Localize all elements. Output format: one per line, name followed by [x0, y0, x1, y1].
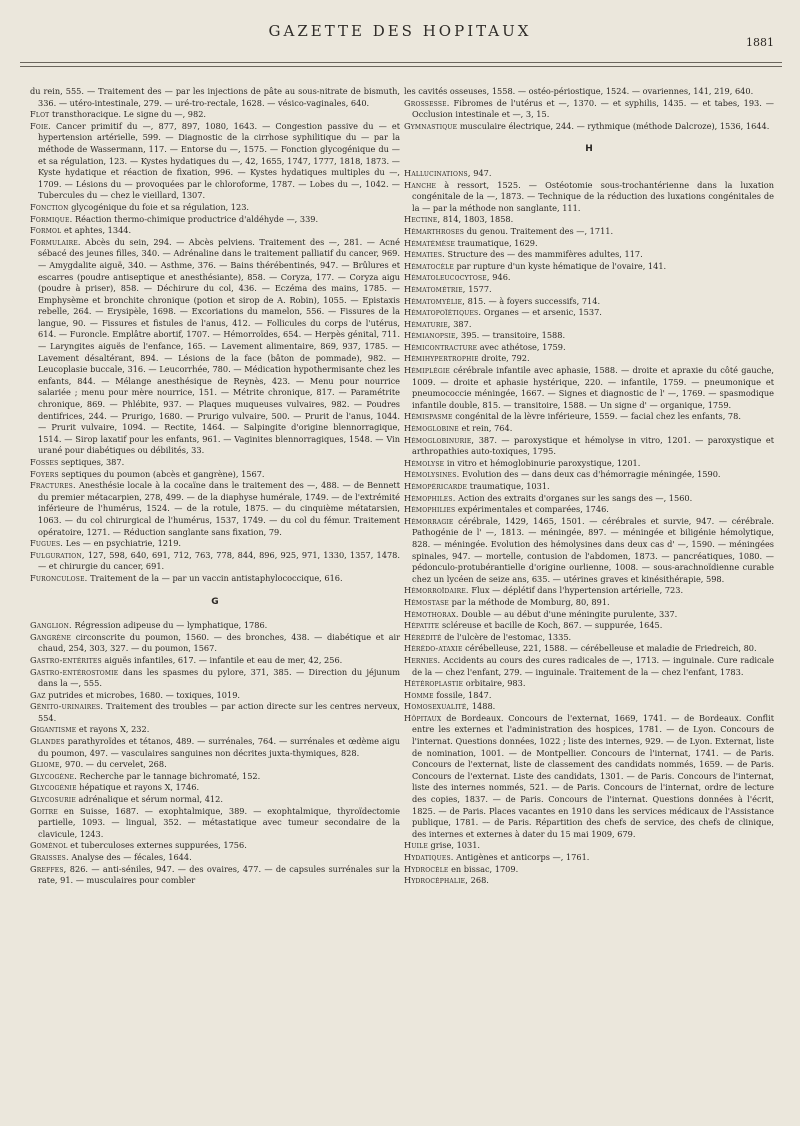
index-entry — [30, 701, 400, 724]
index-group-g — [30, 620, 400, 887]
entry-headword: Huile — [404, 840, 428, 851]
entry-text: in vitro et hémoglobinurie paroxystique, 1201. — [444, 457, 641, 468]
entry-text: 387. — paroxystique et hémolyse in vitro, 1201. — paroxystique et arthropathies auto-toxiques, 1795. — [412, 434, 774, 457]
entry-headword: Goménol — [30, 840, 68, 851]
entry-text: congénital de la lèvre inférieure, 1559. — facial chez les enfants, 78. — [452, 411, 741, 422]
entry-text: droite, 792. — [478, 353, 530, 364]
entry-headword: Hématomyélie, — [404, 295, 466, 306]
entry-text: parathyroïdes et tétanos, 489. — surrénales, 764. — surrénales et œdème aigu du poumon, 497. — vasculaires sanguines non décrites juxta-thymiques, 828. — [38, 736, 400, 758]
entry-headword: Formulaire. — [30, 236, 81, 247]
entry-headword: Hématométrie, — [404, 283, 466, 294]
entry-text: en Suisse, 1687. — exophtalmique, 389. — exophtalmique, thyroïdectomie partielle, 1093. — lingual, 352. — métastatique avec tumeur secondaire de la clavicule, 1243. — [38, 805, 400, 839]
index-entry — [30, 550, 400, 573]
entry-text: de Bordeaux. Concours de l'externat, 1669, 1741. — de Bordeaux. Conflit entre les externes et l'administration des hospices, 1781. — de Lyon. Concours de l'internat. Questions données, 1022 ; liste des internes, 929. — de Lyon. Externat, liste de nomination, 1001. — de Montpellier. Concours de l'internat, 1741. — de Paris. Concours de l'externat, liste de classement des candidats nommés, 1659. — de Paris. Concours de l'externat. Liste des candidats, 1301. — de Paris. Concours de l'internat, liste des internes nommés, 521. — de Paris. Concours de l'internat, ordre de lecture des copies, 1837. — de Paris. Concours de l'internat. Questions données à l'écrit, 1825. — de Paris. Places vacantes en 1910 dans les services médicaux de l'Assistance publique, 1781. — de Paris. Répartition des chefs de service, des chefs de clinique, des internes et externes à dater du 15 mai 1909, 679. — [412, 712, 774, 839]
entry-text: 1577. — [465, 283, 492, 294]
entry-headword: Gastro-entérites — [30, 654, 102, 665]
index-entry — [30, 724, 400, 736]
index-entry — [404, 180, 774, 215]
entry-text: à ressort, 1525. — Ostéotomie sous-trochantérienne dans la luxation congénitale de la —, 1873. — Technique de la réduction des luxations congénitales de la — par la méthode non sanglante, 111. — [412, 179, 774, 213]
entry-text: fossile, 1847. — [433, 689, 492, 700]
index-entry — [30, 573, 400, 585]
entry-headword: Hémispasme — [404, 411, 453, 422]
index-entry — [404, 864, 774, 876]
entry-headword: Hétéroplastie — [404, 678, 464, 689]
entry-text: en bissac, 1709. — [448, 863, 519, 874]
index-entry — [30, 620, 400, 632]
index-entry — [404, 86, 774, 98]
entry-headword: Gastro-entérostomie — [30, 666, 119, 677]
entry-text: traumatique, 1629. — [455, 237, 538, 248]
entry-headword: Fosses — [30, 457, 59, 467]
section-letter-h: H — [585, 144, 593, 155]
index-entry — [404, 701, 774, 713]
entry-headword: Fulguration, — [30, 549, 85, 560]
entry-headword: Formol — [30, 225, 62, 236]
index-entry — [30, 655, 400, 667]
entry-headword: Hématocèle — [404, 260, 454, 271]
index-entry — [404, 353, 774, 365]
index-entry — [30, 121, 400, 202]
entry-headword: Glandes — [30, 736, 65, 747]
entry-text: Abcès du sein, 294. — Abcès pelviens. Traitement des —, 281. — Acné sébacé des jeunes filles, 340. — Adrénaline dans le traitement palliatif du cancer, 969. — Amygdalite aiguë, 340. — Asthme, 376. — Bains thérébentinés, 947. — Brûlures et escarres (poudre antiseptique et anesthésiante), 858. — Coryza, 177. — Coryza aigu (poudre à priser), 858. — Déchirure du col, 436. — Eczéma des mains, 1785. — Emphysème et bronchite chronique (potion et sirop de A. Robin), 1055. — Epistaxis rebelle, 264. — Erysipèle, 1698. — Excoriations du mamelon, 556. — Fissures de la langue, 90. — Fissures et fistules de l'anus, 412. — Follicules du corps de l'utérus, 614. — Furoncle. Emplâtre abortif, 1707. — Hémorroïdes, 654. — Herpès génital, 711. — Laryngites aiguës de l'enfance, 165. — Lavement alimentaire, 869, 937, 1785. — Lavement désaltérant, 894. — Lésions de la face (bâton de pommade), 982. — Leucoplasie buccale, 316. — Leucorrhée, 780. — Médication hypothermisante chez les enfants, 844. — Mélange anesthésique de Reynès, 423. — Menu pour nourrice salariée ; menu pour mère nourrice, 151. — Métrite chronique, 817. — Paramétrite chronique, 869. — Phlébite, 937. — Plaques muqueuses vulvaires, 982. — Poudres dentifrices, 244. — Prurigo, 1680. — Prurigo vulvaire, 500. — Prurit de l'anus, 1044. — Prurit vulvaire, 1094. — Rectite, 1464. — Salpingite d'origine blennorragique, 1514. — Sirop laxatif pour les enfants, 961. — Vaginites blennorragiques, 1548. — Vin urané pour diabétiques ou débilités, 33. — [38, 236, 400, 456]
index-entry — [30, 771, 400, 783]
entry-headword: Hydatiques. — [404, 852, 454, 862]
entry-text: Evolution des — dans deux cas d'hémorragie méningée, 1590. — [459, 469, 721, 480]
entry-headword: Hématémèse — [404, 237, 456, 248]
entry-headword: Graisses. — [30, 852, 69, 862]
index-entry — [30, 237, 400, 457]
entry-headword: Hémophiles. — [404, 492, 456, 503]
index-entry — [30, 782, 400, 794]
entry-text: 815. — à foyers successifs, 714. — [465, 295, 601, 306]
entry-headword: Hémothorax. — [404, 608, 459, 619]
entry-headword: Glycogène. — [30, 770, 77, 781]
entry-text: Les — en psychiatrie, 1219. — [63, 538, 182, 549]
entry-headword: Hôpitaux — [404, 712, 442, 723]
index-entry — [404, 319, 774, 331]
entry-headword: Hémorroïdaire. — [404, 585, 469, 596]
entry-text: du rein, 555. — Traitement des — par les injections de pâte au sous-nitrate de bismuth, 336. — utéro-intestinale, 279. — uré-tro-rectale, 1628. — vésico-vaginales, 640. — [30, 86, 400, 108]
entry-text: et tuberculoses externes suppurées, 1756. — [67, 840, 247, 851]
entry-headword: Hémolyse — [404, 457, 445, 468]
index-entry — [404, 632, 774, 644]
entry-headword: Hémiplégie — [404, 365, 450, 376]
entry-headword: Hémoglobine — [404, 423, 459, 434]
index-entry — [30, 736, 400, 759]
index-entry — [404, 272, 774, 284]
entry-text: septiques du poumon (abcès et gangrène), 1567. — [58, 468, 265, 479]
entry-text: Accidents au cours des cures radicales de —, 1713. — inguinale. Cure radicale de la — chez l'enfant, 279. — inguinale. Traitement de la — chez l'enfant, 1783. — [412, 654, 774, 677]
index-entry — [404, 504, 774, 516]
entry-text: 814, 1803, 1858. — [440, 214, 514, 225]
right-column — [404, 86, 774, 887]
entry-headword: Gymnastique — [404, 120, 458, 131]
page-number: 1881 — [746, 36, 774, 49]
entry-text: et rein, 764. — [458, 423, 513, 434]
entry-headword: Hectine, — [404, 214, 441, 225]
index-entry — [404, 620, 774, 632]
entry-headword: Hérédité — [404, 631, 442, 642]
entry-text: Action des extraits d'organes sur les sangs des —, 1560. — [455, 492, 693, 503]
index-entry — [404, 481, 774, 493]
index-entry — [404, 469, 774, 481]
index-entry — [404, 458, 774, 470]
entry-text: cérébrale infantile avec aphasie, 1588. — droite et apraxie du côté gauche, 1009. — droite et aphasie hystérique, 220. — infantile, 1759. — pneumonique et pneumococcie méningée, 1667. — Signes et diagnostic de l' —, 1769. — spasmodique infantile double, 815. — transitoire, 1588. — Un signe d' — organique, 1759. — [412, 365, 774, 410]
entry-text: scléreuse et bacille de Koch, 867. — suppurée, 1645. — [439, 620, 663, 631]
entry-headword: Hématopoïétiques. — [404, 307, 482, 318]
entry-headword: Hémophilies — [404, 504, 456, 515]
entry-text: 395. — transitoire, 1588. — [458, 330, 566, 341]
entry-headword: Goitre — [30, 805, 58, 816]
entry-headword: Hématies. — [404, 249, 445, 260]
entry-headword: Fonction — [30, 201, 69, 212]
index-entry — [30, 480, 400, 538]
entry-headword: Hémoglobinurie, — [404, 434, 475, 445]
page-header — [0, 0, 800, 70]
entry-text: Traitement de la — par un vaccin antistaphylococcique, 616. — [87, 572, 343, 583]
index-entry — [404, 261, 774, 273]
entry-headword: Hémicontracture — [404, 341, 478, 352]
index-entry — [30, 225, 400, 237]
index-entry — [30, 109, 400, 121]
index-entry — [404, 238, 774, 250]
index-group-g-continued — [404, 86, 774, 132]
index-entry — [404, 296, 774, 308]
entry-text: Cancer primitif du —, 877, 897, 1080, 1643. — Congestion passive du — et hypertension artérielle, 599. — Diagnostic de la cirrhose syphilitique du — par la méthode de Wassermann, 117. — Entorse du —, 1575. — Fonction glycogénique du — et sa régulation, 123. — Kystes hydatiques du —, 42, 1655, 1747, 1777, 1818, 1873. — Kyste hydatique et réaction de fixation, 996. — Kystes hydatiques multiples du —, 1709. — Lésions du — provoquées par le chloroforme, 1787. — Lobes du —, 1042. — Tubercules du — chez le vieillard, 1307. — [38, 120, 400, 201]
entry-headword: Hématoleucocytose, — [404, 272, 490, 283]
entry-text: traumatique, 1031. — [467, 481, 550, 491]
entry-headword: Fractures. — [30, 480, 76, 491]
index-entry — [404, 98, 774, 121]
journal-title: GAZETTE DES HOPITAUX — [268, 22, 532, 40]
index-entry — [404, 852, 774, 864]
entry-headword: Hématurie, — [404, 318, 451, 329]
index-entry — [404, 365, 774, 411]
index-entry — [404, 284, 774, 296]
entry-headword: Grossesse. — [404, 97, 450, 108]
index-entry — [404, 597, 774, 609]
entry-headword: Hémorragie — [404, 515, 454, 526]
index-entry — [30, 457, 400, 469]
entry-text: cérébelleuse, 221, 1588. — cérébelleuse et maladie de Friedreich, 80. — [462, 643, 757, 654]
entry-text: aiguës infantiles, 617. — infantile et eau de mer, 42, 256. — [101, 654, 343, 665]
entry-text: dans les spasmes du pylore, 371, 385. — Direction du jéjunum dans la —, 555. — [38, 666, 400, 689]
entry-headword: Hémianopsie, — [404, 330, 459, 341]
index-entry — [30, 864, 400, 887]
left-column — [30, 86, 400, 887]
entry-text: Structure des — des mammifères adultes, 117. — [444, 249, 643, 260]
index-entry — [404, 342, 774, 354]
index-entry — [404, 249, 774, 261]
entry-text: expérimentales et comparées, 1746. — [455, 504, 609, 515]
entry-headword: Formique. — [30, 213, 73, 224]
index-entry — [30, 538, 400, 550]
entry-headword: Hérédo-ataxie — [404, 643, 463, 654]
entry-text: Organes — et arsenic, 1537. — [481, 307, 602, 318]
entry-headword: Gigantisme — [30, 724, 77, 735]
index-entry — [404, 655, 774, 678]
entry-headword: Hémarthroses — [404, 225, 465, 236]
index-entry — [404, 678, 774, 690]
entry-text: du genou. Traitement des —, 1711. — [464, 225, 614, 236]
entry-headword: Homosexualité, — [404, 701, 470, 712]
index-entry — [404, 840, 774, 852]
index-entry — [404, 121, 774, 133]
header-rule-bottom — [20, 66, 782, 67]
index-entry — [404, 516, 774, 586]
index-entry — [404, 423, 774, 435]
entry-text: Fibromes de l'utérus et —, 1370. — et syphilis, 1435. — et tabes, 193. — Occlusion intestinale et —, 3, 15. — [412, 97, 774, 120]
index-entry — [404, 690, 774, 702]
entry-text: transthoracique. Le signe du —, 982. — [49, 109, 207, 120]
entry-text: 127, 598, 640, 691, 712, 763, 778, 844, 896, 925, 971, 1330, 1357, 1478. — et chirurgie du cancer, 691. — [38, 549, 400, 572]
entry-text: 826. — anti-séniles, 947. — des ovaires, 477. — de capsules surrénales sur la rate, 91. — musculaires pour combler — [38, 863, 400, 886]
entry-text: Antigènes et anticorps —, 1761. — [453, 852, 590, 862]
entry-text: et rayons X, 232. — [76, 724, 150, 735]
entry-headword: Fugues. — [30, 538, 64, 549]
index-entry — [30, 806, 400, 841]
entry-headword: Foie. — [30, 120, 51, 131]
entry-headword: Hanche — [404, 179, 437, 190]
entry-headword: Hydrocéphalie, — [404, 875, 469, 886]
entry-text: 268. — [468, 875, 489, 886]
index-entry — [30, 632, 400, 655]
entry-text: hépatique et rayons X, 1746. — [76, 782, 200, 793]
index-entry — [404, 411, 774, 423]
entry-headword: Gaz — [30, 689, 46, 700]
entry-text: Double — au début d'une méningite purulente, 337. — [458, 608, 678, 619]
entry-headword: Hydrocèle — [404, 863, 449, 874]
entry-text: putrides et microbes, 1680. — toxiques, 1019. — [45, 689, 241, 700]
header-rule-top — [20, 62, 782, 63]
entry-text: 387. — [450, 318, 472, 329]
entry-text: Recherche par le tannage bichromaté, 152. — [76, 770, 261, 781]
index-entry — [404, 214, 774, 226]
entry-headword: Greffes, — [30, 863, 67, 874]
entry-headword: Flot — [30, 109, 50, 120]
entry-text: par rupture d'un kyste hématique de l'ovaire, 141. — [453, 260, 667, 271]
entry-headword: Foyers — [30, 468, 59, 479]
entry-text: cérébrale, 1429, 1465, 1501. — cérébrales et survie, 947. — cérébrale. Pathogénie de l' —, 1813. — méningée, 897. — méningée et biligénie hémolytique, 828. — méningée. Evolution des hémolysines dans deux cas d' —, 1590. — méningées spinales, 947. — mortelle, contusion de l'abdomen, 1873. — pancréatiques, 1080. — pédonculo-protubérantielle d'origine ourlienne, 1008. — sous-arachnoïdienne curable chez un lycéen de seize ans, 635. — utérines graves et kinésithérapie, 598. — [412, 515, 774, 584]
section-letter-g: G — [211, 596, 219, 607]
index-entry — [30, 690, 400, 702]
entry-headword: Glycogénie — [30, 782, 77, 793]
index-entry — [30, 840, 400, 852]
entry-text: grise, 1031. — [427, 840, 481, 851]
index-entry — [404, 713, 774, 841]
index-entry — [30, 759, 400, 771]
entry-text: avec athétose, 1759. — [477, 341, 566, 352]
index-entry — [30, 794, 400, 806]
entry-text: orbitaire, 983. — [463, 678, 526, 689]
entry-text: Régression adipeuse du — lymphatique, 1786. — [71, 620, 268, 631]
index-entry — [404, 435, 774, 458]
index-entry — [30, 202, 400, 214]
entry-headword: Homme — [404, 689, 434, 700]
index-entry — [30, 214, 400, 226]
entry-headword: Hémihypertrophie — [404, 353, 479, 364]
entry-text: et aphtes, 1344. — [61, 225, 132, 236]
entry-headword: Furonculose. — [30, 572, 88, 583]
entry-text: Flux — déplétif dans l'hypertension artérielle, 723. — [468, 585, 684, 596]
index-entry — [404, 226, 774, 238]
entry-text: Anesthésie locale à la cocaïne dans le traitement des —, 488. — de Bennett du premier métacarpien, 278, 499. — de la diaphyse humérale, 1749. — de l'extrémité inférieure de l'humérus, 1524. — de la rotule, 1875. — du cinquième métatarsien, 1063. — du col chirurgical de l'humérus, 1537, 1749. — du col du fémur. Traitement opératoire, 1271. — Réduction sanglante sans fixation, 79. — [38, 480, 400, 537]
entry-headword: Hernies. — [404, 654, 441, 665]
entry-headword: Ganglion. — [30, 620, 72, 631]
entry-text: circonscrite du poumon, 1560. — des bronches, 438. — diabétique et air chaud, 254, 303, 327. — du poumon, 1567. — [38, 631, 400, 654]
entry-text: glycogénique du foie et sa régulation, 123. — [68, 201, 250, 212]
index-entry — [30, 86, 400, 109]
entry-headword: Hémostase — [404, 596, 449, 607]
entry-headword: Gliome, — [30, 759, 63, 770]
entry-headword: Gangrène — [30, 631, 72, 642]
index-entry — [30, 852, 400, 864]
index-entry — [404, 585, 774, 597]
index-entry — [404, 643, 774, 655]
index-group-h — [404, 168, 774, 887]
entry-text: 1488. — [469, 701, 496, 712]
entry-text: Traitement des troubles — par action directe sur les centres nerveux, 554. — [38, 701, 400, 723]
entry-text: Analyse des — fécales, 1644. — [68, 852, 192, 862]
entry-headword: Glycosurie — [30, 794, 76, 805]
index-entry — [30, 469, 400, 481]
index-entry — [404, 609, 774, 621]
entry-text: de l'ulcère de l'estomac, 1335. — [441, 631, 572, 642]
entry-text: 946. — [489, 272, 511, 283]
index-entry — [404, 307, 774, 319]
entry-headword: Hémolysines. — [404, 469, 460, 480]
index-group-f — [30, 86, 400, 585]
index-entry — [404, 168, 774, 180]
entry-headword: Hépatite — [404, 620, 440, 631]
index-entry — [30, 667, 400, 690]
entry-headword: Génito-urinaires. — [30, 701, 104, 712]
entry-text: 947. — [470, 167, 492, 178]
entry-text: les cavités osseuses, 1558. — ostéo-périostique, 1524. — ovariennes, 141, 219, 640. — [404, 86, 754, 96]
entry-headword: Hémopéricarde — [404, 481, 468, 491]
entry-text: Réaction thermo-chimique productrice d'aldéhyde —, 339. — [72, 213, 319, 224]
index-entry — [404, 875, 774, 887]
entry-text: septiques, 387. — [58, 457, 125, 467]
entry-text: par la méthode de Momburg, 80, 891. — [449, 596, 610, 607]
entry-text: musculaire électrique, 244. — rythmique (méthode Dalcroze), 1536, 1644. — [457, 120, 770, 131]
entry-text: 970. — du cervelet, 268. — [62, 759, 167, 770]
entry-text: adrénalique et sérum normal, 412. — [75, 794, 223, 805]
entry-headword: Hallucinations, — [404, 167, 471, 178]
index-entry — [404, 493, 774, 505]
index-entry — [404, 330, 774, 342]
